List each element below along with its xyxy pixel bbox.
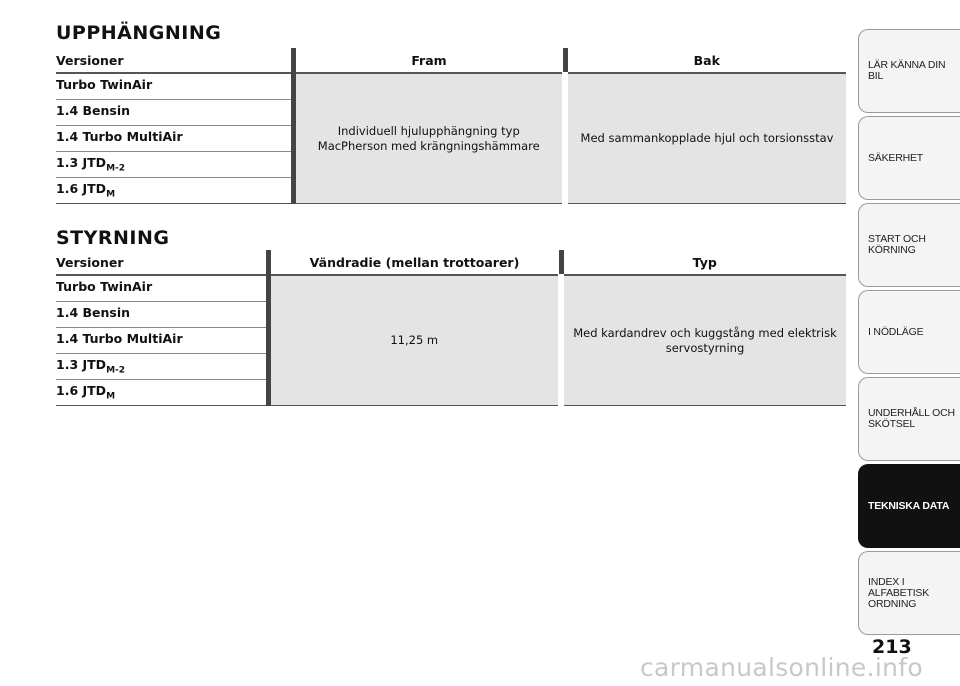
page-number: 213: [872, 636, 912, 658]
tab-lar-kanna-din-bil[interactable]: [858, 29, 960, 113]
version-cell: 1.4 Turbo MultiAir: [56, 328, 268, 354]
tab-index-i-alfabetisk-ordning[interactable]: [858, 551, 960, 635]
version-cell: Turbo TwinAir: [56, 275, 268, 302]
header-versions: Versioner: [56, 48, 293, 73]
steering-title: STYRNING: [56, 227, 170, 249]
tab-i-nodlage[interactable]: [858, 290, 960, 374]
table-header-row: [56, 250, 846, 275]
turning-radius-cell: 11,25 m: [268, 275, 561, 406]
tab-start-och-korning[interactable]: [858, 203, 960, 287]
tab-sakerhet[interactable]: [858, 116, 960, 200]
tab-tekniska-data[interactable]: [858, 464, 960, 548]
version-cell: Turbo TwinAir: [56, 73, 293, 100]
watermark: carmanualsonline.info: [640, 653, 923, 682]
header-type: Typ: [561, 250, 846, 275]
suspension-title: UPPHÄNGNING: [56, 22, 222, 44]
tab-label: I NÖDLÄGE: [868, 325, 924, 338]
front-suspension-cell: Individuell hjulupphängning typ MacPherson med krängningshämmare: [293, 73, 565, 204]
tab-label: INDEX I ALFABETISK ORDNING: [868, 575, 930, 610]
header-versions: Versioner: [56, 250, 268, 275]
tab-label: UNDERHÅLL OCH SKÖTSEL: [868, 407, 955, 430]
tab-label: TEKNISKA DATA: [868, 499, 950, 512]
tab-underhall-och-skotsel[interactable]: [858, 377, 960, 461]
suspension-table: [56, 48, 846, 204]
header-rear: Bak: [565, 48, 846, 73]
header-front: Fram: [293, 48, 565, 73]
rear-suspension-cell: Med sammankopplade hjul och torsionsstav: [565, 73, 846, 204]
version-cell: 1.4 Turbo MultiAir: [56, 126, 293, 152]
version-cell: 1.3 $JTD_{M-2}$: [56, 354, 268, 380]
table-row: [56, 73, 846, 100]
steering-table: [56, 250, 846, 406]
version-cell: 1.6 $JTD_M$: [56, 380, 268, 406]
version-cell: 1.4 Bensin: [56, 302, 268, 328]
version-cell: 1.6 $JTD_M$: [56, 178, 293, 204]
tab-label: LÄR KÄNNA DIN BIL: [868, 59, 946, 82]
steering-type-cell: Med kardandrev och kuggstång med elektrisk servostyrning: [561, 275, 846, 406]
table-row: [56, 275, 846, 302]
table-header-row: [56, 48, 846, 73]
tab-label: SÄKERHET: [868, 151, 923, 164]
chapter-sidebar: [858, 0, 960, 686]
version-cell: 1.4 Bensin: [56, 100, 293, 126]
tab-label: START OCH KÖRNING: [868, 233, 926, 256]
version-cell: 1.3 $JTD_{M-2}$: [56, 152, 293, 178]
header-turning-radius: Vändradie (mellan trottoarer): [268, 250, 561, 275]
